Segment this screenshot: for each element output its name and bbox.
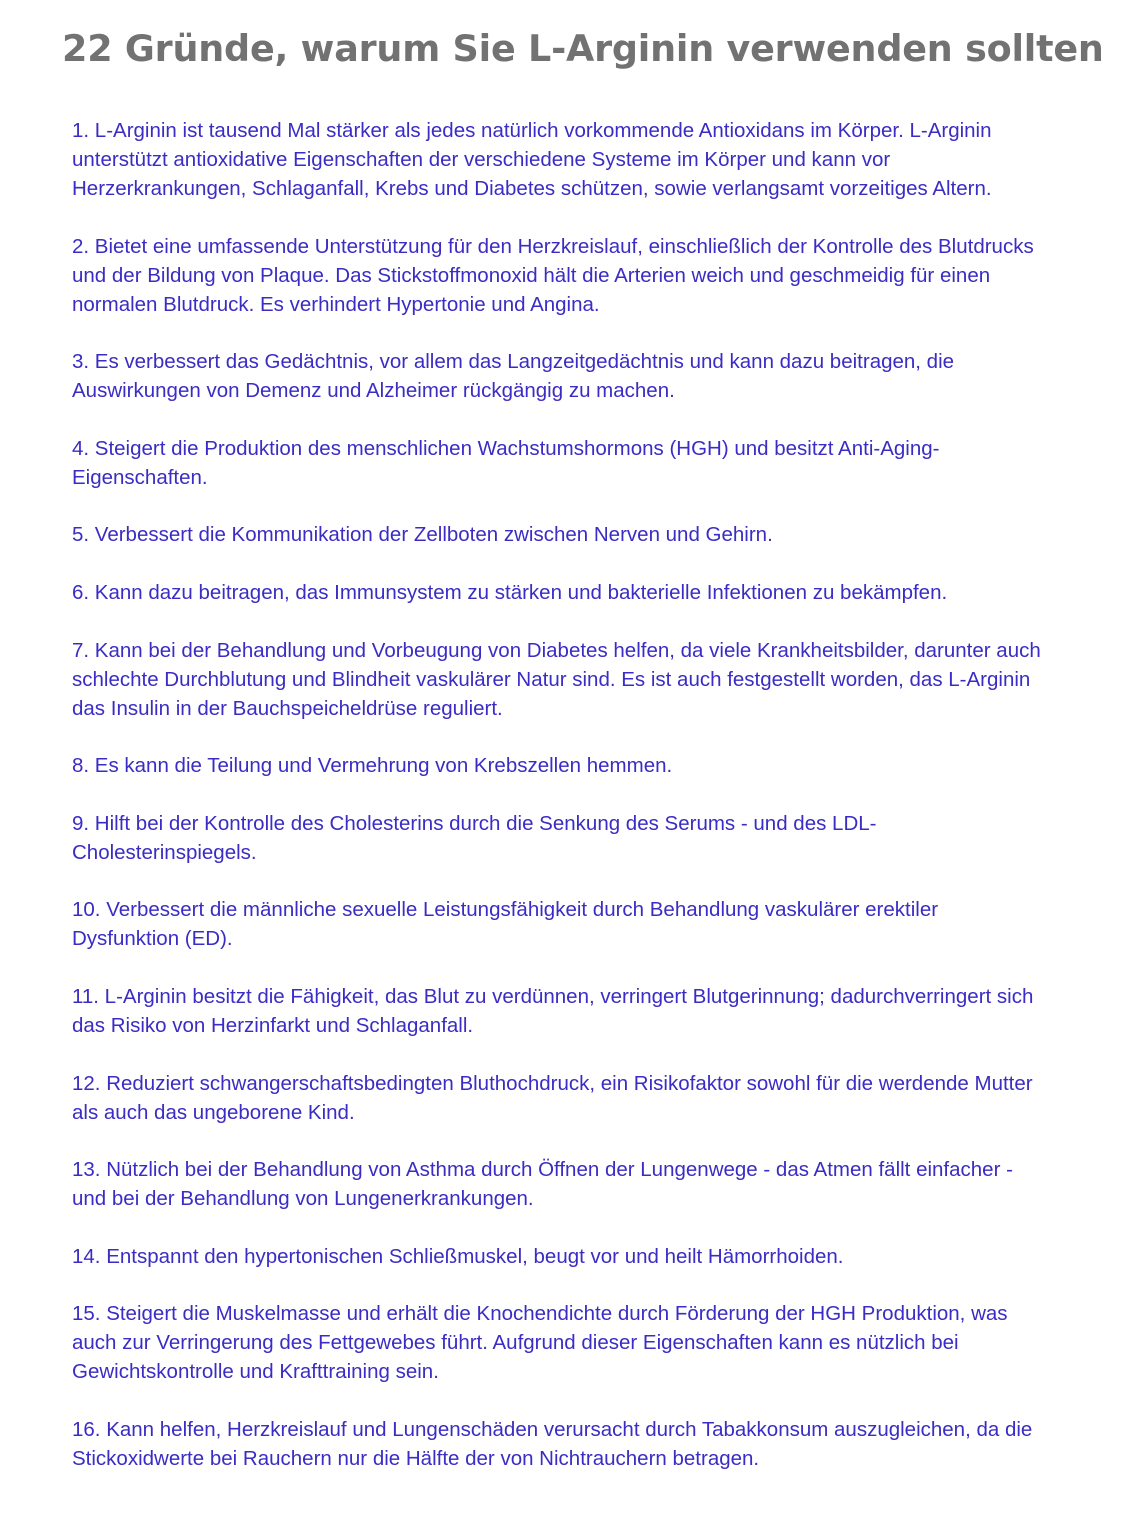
reason-item: 5. Verbessert die Kommunikation der Zellboten zwischen Nerven und Gehirn. <box>72 523 773 547</box>
reason-item: 12. Reduziert schwangerschaftsbedingten Bluthochdruck, ein Risikofaktor sowohl für die werdende Mutter als auch das ungeborene Kind. <box>72 1071 1033 1124</box>
reason-item: 8. Es kann die Teilung und Vermehrung von Krebszellen hemmen. <box>72 754 673 778</box>
page-title: 22 Gründe, warum Sie L-Arginin verwenden sollten <box>62 27 1104 70</box>
reason-item: 16. Kann helfen, Herzkreislauf und Lungenschäden verursacht durch Tabakkonsum auszugleichen, da die Stickoxidwerte bei Rauchern nur die Hälfte der von Nichtrauchern betragen. <box>72 1417 1033 1470</box>
reason-item: 13. Nützlich bei der Behandlung von Asthma durch Öffnen der Lungenwege - das Atmen fällt einfacher - und bei der Behandlung von Lungenerkrankungen. <box>72 1158 1013 1211</box>
reason-item: 6. Kann dazu beitragen, das Immunsystem zu stärken und bakterielle Infektionen zu bekämpfen. <box>72 580 948 604</box>
reason-item: 4. Steigert die Produktion des menschlichen Wachstumshormons (HGH) und besitzt Anti-Aging-Eigenschaften. <box>72 436 940 489</box>
reason-item: 11. L-Arginin besitzt die Fähigkeit, das Blut zu verdünnen, verringert Blutgerinnung; dadurchverringert sich das Risiko von Herzinfarkt und Schlaganfall. <box>72 984 1034 1037</box>
reason-item: 9. Hilft bei der Kontrolle des Cholesterins durch die Senkung des Serums - und des LDL-Cholesterinspiegels. <box>72 811 877 864</box>
reason-item: 7. Kann bei der Behandlung und Vorbeugung von Diabetes helfen, da viele Krankheitsbilder, darunter auch schlechte Durchblutung und Blindheit vaskulärer Natur sind. Es ist auch festgestellt worden, das L-Arginin das Insulin in der Bauchspeicheldrüse reguliert. <box>72 638 1041 720</box>
reason-item: 14. Entspannt den hypertonischen Schließmuskel, beugt vor und heilt Hämorrhoiden. <box>72 1244 844 1268</box>
reason-item: 15. Steigert die Muskelmasse und erhält die Knochendichte durch Förderung der HGH Produktion, was auch zur Verringerung des Fettgewebes führt. Aufgrund dieser Eigenschaften kann es nützlich bei Gewichtskontrolle und Krafttraining sein. <box>72 1302 1008 1384</box>
reason-item: 1. L-Arginin ist tausend Mal stärker als jedes natürlich vorkommende Antioxidans im Körper. L-Arginin unterstützt antioxidative Eigenschaften der verschiedene Systeme im Körper und kann vor Herzerkrankungen, Schlaganfall, Krebs und Diabetes schützen, sowie verlangsamt vorzeitiges Altern. <box>72 119 992 200</box>
reason-item: 2. Bietet eine umfassende Unterstützung für den Herzkreislauf, einschließlich der Kontrolle des Blutdrucks und der Bildung von Plaque. Das Stickstoffmonoxid hält die Arterien weich und geschmeidig für einen normalen Blutdruck. Es verhindert Hypertonie und Angina. <box>72 234 1034 316</box>
reason-item: 10. Verbessert die männliche sexuelle Leistungsfähigkeit durch Behandlung vaskulärer erektiler Dysfunktion (ED). <box>72 898 939 951</box>
reason-item: 3. Es verbessert das Gedächtnis, vor allem das Langzeitgedächtnis und kann dazu beitragen, die Auswirkungen von Demenz und Alzheimer rückgängig zu machen. <box>72 350 955 403</box>
reasons-list <box>72 116 1042 1502</box>
